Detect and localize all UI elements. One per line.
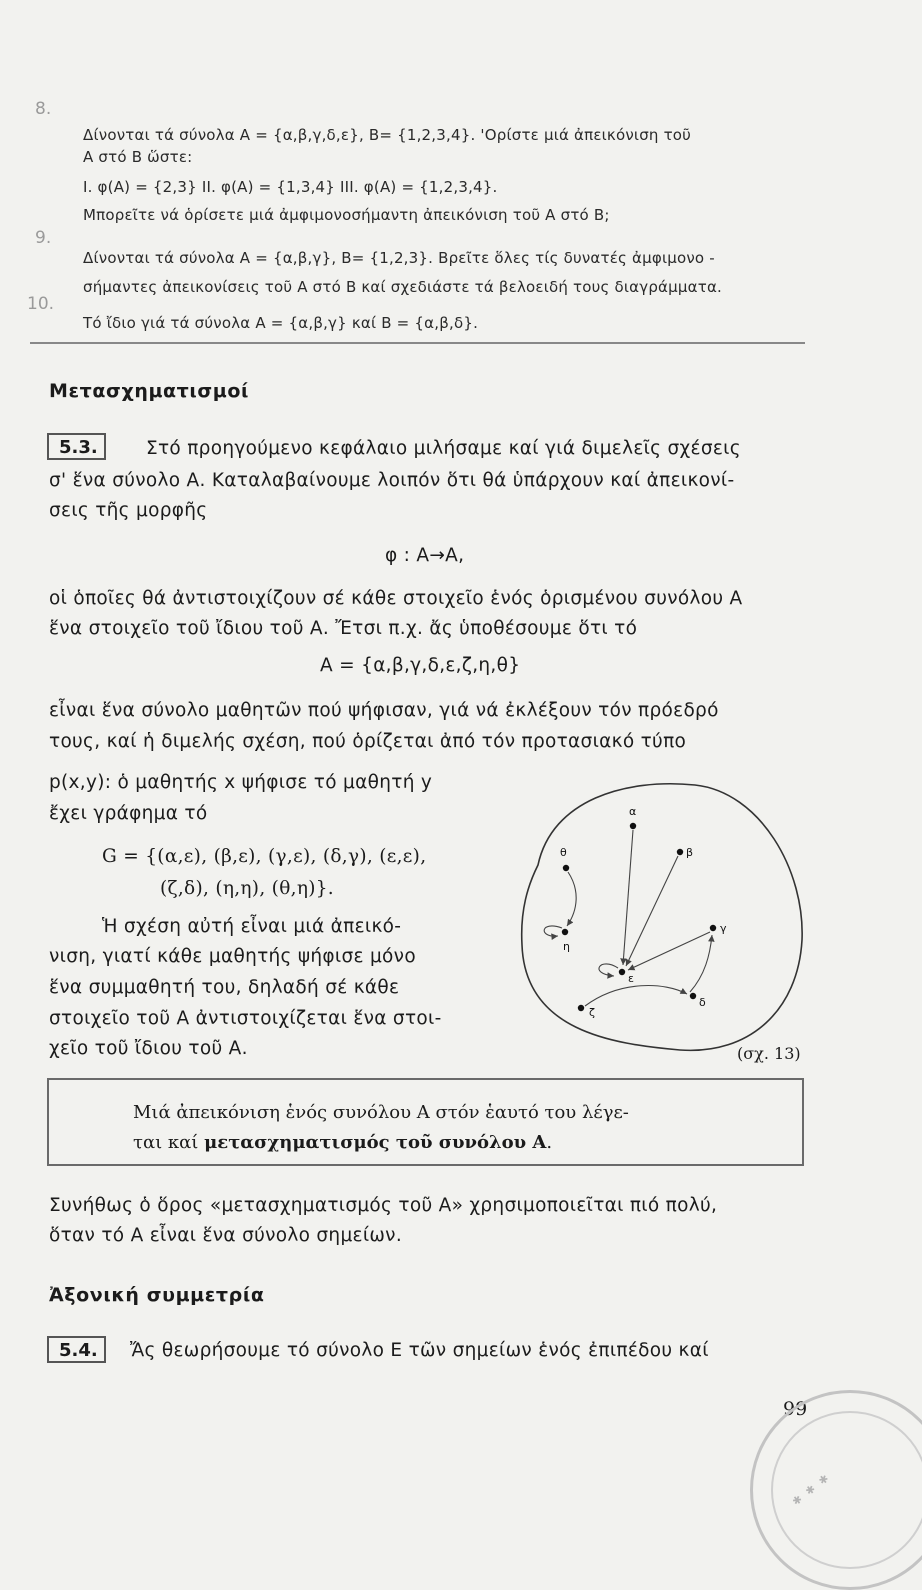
label-theta: θ	[560, 846, 567, 859]
point-theta	[563, 865, 569, 871]
arrow-beta-epsilon	[626, 856, 678, 966]
section-number-5-4: 5.4.	[47, 1336, 106, 1363]
point-epsilon	[619, 969, 625, 975]
exercise-8-line-1: Δίνονται τά σύνολα Α = {α,β,γ,δ,ε}, Β= {1,2,3,4}. 'Ορίστε μιά ἀπεικόνιση τοῦ	[83, 126, 692, 144]
page-number: 99	[783, 1398, 808, 1420]
point-alpha	[630, 823, 636, 829]
section-heading-transformations: Μετασχηματισμοί	[49, 380, 250, 402]
arrow-alpha-epsilon	[623, 830, 633, 965]
mapping-diagram	[500, 760, 810, 1070]
point-zeta	[578, 1005, 584, 1011]
point-delta	[690, 993, 696, 999]
formula-set-A: Α = {α,β,γ,δ,ε,ζ,η,θ}	[320, 655, 521, 676]
library-stamp-mark: ✱ ✱ ✱	[789, 1470, 833, 1509]
definition-line-1: Μιά ἀπεικόνιση ἑνός συνόλου Α στόν ἑαυτό του λέγε-	[133, 1102, 629, 1123]
relation-definition: p(x,y): ὁ μαθητής x ψήφισε τό μαθητή y	[49, 772, 433, 793]
graph-intro: ἔχει γράφημα τό	[49, 803, 208, 824]
explanation-line-5: χεῖο τοῦ ἴδιου τοῦ Α.	[49, 1038, 248, 1059]
point-eta	[562, 929, 568, 935]
exercise-8-line-2: Α στό Β ὥστε:	[83, 148, 193, 166]
definition-term: μετασχηματισμός τοῦ συνόλου Α	[204, 1132, 547, 1153]
exercise-8-line-3: I. φ(Α) = {2,3} II. φ(Α) = {1,3,4} III. φ(Α) = {1,2,3,4}.	[83, 178, 498, 196]
arrow-gamma-epsilon	[628, 932, 710, 970]
explanation-line-4: στοιχεῖο τοῦ Α ἀντιστοιχίζεται ἕνα στοι-	[49, 1008, 442, 1029]
section-5-3-line-4: οἱ ὁποῖες θά ἀντιστοιχίζουν σέ κάθε στοιχεῖο ἑνός ὁρισμένου συνόλου Α	[49, 588, 743, 609]
exercise-9-line-1: Δίνονται τά σύνολα Α = {α,β,γ}, Β= {1,2,3}. Βρεῖτε ὅλες τίς δυνατές ἀμφιμονο -	[83, 249, 715, 267]
after-box-line-2: ὅταν τό Α εἶναι ἕνα σύνολο σημείων.	[49, 1225, 402, 1246]
set-boundary	[522, 784, 802, 1051]
explanation-line-2: νιση, γιατί κάθε μαθητής ψήφισε μόνο	[49, 946, 416, 967]
library-stamp-inner-ring	[771, 1411, 922, 1569]
point-beta	[677, 849, 683, 855]
loop-eta	[544, 926, 562, 936]
exercise-8-line-4: Μπορεῖτε νά ὁρίσετε μιά ἀμφιμονοσήμαντη ἀπεικόνιση τοῦ Α στό Β;	[83, 206, 610, 224]
point-gamma	[710, 925, 716, 931]
label-zeta: ζ	[589, 1006, 595, 1019]
exercise-number-9: 9.	[35, 228, 52, 248]
library-stamp	[750, 1390, 922, 1590]
arrow-zeta-delta	[585, 985, 687, 1006]
arrow-theta-eta	[567, 872, 576, 926]
label-eta: η	[563, 940, 570, 953]
formula-phi: φ : Α→Α,	[385, 545, 465, 566]
label-epsilon: ε	[628, 972, 634, 985]
label-alpha: α	[629, 805, 637, 818]
graph-set-line-1: G = {(α,ε), (β,ε), (γ,ε), (δ,γ), (ε,ε),	[102, 846, 427, 867]
after-box-line-1: Συνήθως ὁ ὅρος «μετασχηματισμός τοῦ Α» χρησιμοποιεῖται πιό πολύ,	[49, 1195, 718, 1216]
explanation-line-3: ἕνα συμμαθητή του, δηλαδή σέ κάθε	[49, 977, 400, 998]
section-5-3-line-7: τους, καί ἡ διμελής σχέση, πού ὁρίζεται ἀπό τόν προτασιακό τύπο	[49, 731, 687, 752]
definition-line-2-suffix: .	[546, 1132, 553, 1153]
definition-line-2	[133, 1132, 552, 1153]
exercise-number-10: 10.	[27, 294, 55, 314]
section-heading-axial-symmetry: Ἀξονική συμμετρία	[49, 1284, 265, 1306]
section-5-3-line-6: εἶναι ἕνα σύνολο μαθητῶν πού ψήφισαν, γιά νά ἐκλέξουν τόν πρόεδρό	[49, 700, 719, 721]
figure-caption: (σχ. 13)	[737, 1044, 801, 1063]
section-5-3-line-1: Στό προηγούμενο κεφάλαιο μιλήσαμε καί γιά διμελεῖς σχέσεις	[146, 438, 741, 459]
label-delta: δ	[699, 996, 706, 1009]
definition-line-2-prefix: ται καί	[133, 1132, 205, 1153]
section-5-3-line-5: ἕνα στοιχεῖο τοῦ ἴδιου τοῦ Α. Ἔτσι π.χ. ἄς ὑποθέσουμε ὅτι τό	[49, 618, 638, 639]
exercises-divider	[30, 342, 805, 344]
explanation-line-1: Ἡ σχέση αὐτή εἶναι μιά ἀπεικό-	[102, 916, 402, 937]
section-5-4-line-1: Ἄς θεωρήσουμε τό σύνολο Ε τῶν σημείων ἑνός ἐπιπέδου καί	[130, 1340, 709, 1361]
section-5-3-line-2: σ' ἕνα σύνολο Α. Καταλαβαίνουμε λοιπόν ὅτι θά ὑπάρχουν καί ἀπεικονί-	[49, 470, 735, 491]
exercise-9-line-2: σήμαντες ἀπεικονίσεις τοῦ Α στό Β καί σχεδιάστε τά βελοειδή τους διαγράμματα.	[83, 278, 723, 296]
arrow-delta-gamma	[690, 935, 712, 992]
loop-epsilon	[599, 964, 618, 976]
exercise-10-line-1: Τό ἴδιο γιά τά σύνολα Α = {α,β,γ} καί Β = {α,β,δ}.	[83, 314, 479, 332]
label-beta: β	[686, 846, 694, 859]
section-number-5-3: 5.3.	[47, 433, 106, 460]
definition-box	[47, 1078, 804, 1166]
exercise-number-8: 8.	[35, 99, 52, 119]
section-5-3-line-3: σεις τῆς μορφῆς	[49, 500, 208, 521]
graph-set-line-2: (ζ,δ), (η,η), (θ,η)}.	[160, 878, 334, 899]
label-gamma: γ	[720, 922, 727, 935]
